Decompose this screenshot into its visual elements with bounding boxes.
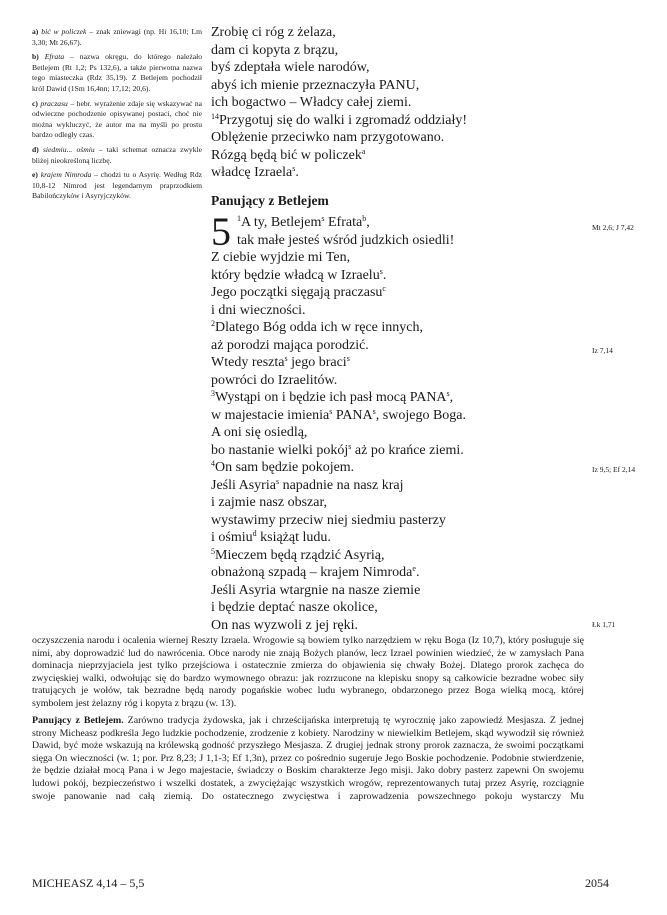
verse-line: powróci do Izraelitów. <box>211 372 338 388</box>
commentary-paragraph: Panujący z Betlejem. Zarówno tradycja żydowska, jak i chrześcijańska interpretują tę wyrocznię jako zapowiedź Mesjasza. Z jednej strony Micheasz podkreśla Jego ludzkie pochodzenie, zrodzenie z kobiety. Narodziny w niewielkim Betlejem, skąd wywodził się również Dawid, być może wskazują na królewską godność przyszłego Mesjasza. Z drugiej jednak strony prorok zaznacza, że swoimi początkami sięga On wieczności (w. 1; por. Prz 8,23; J 1,1-3; Ef 1,3n), przez co pośrednio sugeruje Jego Boskie pochodzenie. Podobnie stwierdzenie, że będzie działał mocą Pana i w Jego majestacie, świadczy o Boskim charakterze Jego misji. Jako dobry pasterz zapewni On swojemu ludowi pokój, bezpieczeństwo i wszelki dostatek, a zwyciężając wszystkich wrogów, reprezentowanych tutaj przez Asyrię, rozciągnie swoje panowanie nad całą ziemią. Do ostatecznego zwycięstwa i zaprowadzenia powszechnego pokoju wystarczy Mu <box>32 715 584 802</box>
footnotes-column <box>32 27 202 206</box>
verse-line: $^{14}$Przygotuj się do walki i zgromadź oddziały! <box>211 111 468 128</box>
verse-line: i dni wieczności. <box>211 302 306 318</box>
verse-number: 3 <box>211 389 215 398</box>
section-heading: Panujący z Betlejem <box>211 192 329 208</box>
footnote-marker[interactable]: s <box>346 354 350 363</box>
footnote-marker[interactable]: s <box>329 406 333 416</box>
footnote-marker[interactable]: c <box>382 284 386 293</box>
verse-line: Oblężenie przeciwko nam przygotowano. <box>211 130 445 145</box>
footnote-marker[interactable]: s <box>348 441 352 451</box>
commentary-paragraph: oczyszczenia narodu i ocalenia wiernej Reszty Izraela. Wrogowie są bowiem tylko narzędziem w ręku Boga (Iz 10,7), który posługuje się nimi, aby doprowadzić lud do nawrócenia. Obce narody nie znają Bożych planów, lecz Izrael powinien wiedzieć, że w zamysłach Pana dominacja nieprzyjaciela jest tylko przejściowa i ostatecznie zmierza do objawienia się chwały Bożej. Dlatego prorok zachęca do zwycięskiej walki, odwołując się do bardzo wymownego obrazu: jak rozrzucone na klepisku snopy są całkowicie bezradne wobec siły tratujących je wołów, tak bezradne będą narody pogańskie wobec ludu wybranego, obdarzonego przez Boga wielką mocą, której symbolem jest żelazny róg i kopyta z brązu (w. 13). <box>32 635 584 709</box>
verse-line: Z ciebie wyjdzie mi Ten, <box>211 250 351 265</box>
verse-number: 5 <box>211 546 215 556</box>
footnote-marker[interactable]: d <box>252 529 257 538</box>
verse-line: Rózgą będą bić w policzek$^a$ <box>211 146 366 163</box>
footnote-marker[interactable]: a <box>361 146 366 156</box>
footnote-e: e) krajem Nimroda – chodzi tu o Asyrię. Według Rdz 10,8-12 Nimrod jest legendarnym praprzodkiem Babilończyków i Asyryjczyków. <box>32 170 202 201</box>
verse-line: i ośmiu$^d$ książąt ludu. <box>211 529 331 545</box>
verse-line: $^5$Mieczem będą rządzić Asyrią, <box>211 546 385 563</box>
chapter-number: 5 <box>211 209 231 254</box>
verse-line: Jego początki sięgają praczasu$^c$ <box>211 284 386 300</box>
verse-number: 4 <box>211 459 215 468</box>
verse-line: tak małe jesteś wśród judzkich osiedli! <box>237 232 455 248</box>
verse-line: i zajmie nasz obszar, <box>211 495 328 510</box>
verse-line: byś zdeptała wiele narodów, <box>211 60 370 75</box>
cross-reference[interactable]: Iz 7,14 <box>592 346 613 355</box>
verse-line: Wtedy reszta$^s$ jego braci$^s$ <box>211 354 350 370</box>
verse-number: 14 <box>211 111 219 121</box>
verse-line: $^3$Wystąpi on i będzie ich pasł mocą PANA$^s$, <box>211 389 454 405</box>
cross-reference[interactable]: Iz 9,5; Ef 2,14 <box>592 465 636 474</box>
verse-line: $^1$A ty, Betlejem$^s$ Efrata$^b$, <box>237 214 370 230</box>
verse-line: który będzie władcą w Izraelu$^s$. <box>211 266 387 283</box>
commentary <box>32 635 584 808</box>
verse-line: $^2$Dlatego Bóg odda ich w ręce innych, <box>211 319 423 335</box>
footnote-d: d) siedmiu... ośmiu – taki schemat oznacza zwykle bliżej nieokreśloną liczbę. <box>32 144 203 165</box>
footnote-c: c) praczasu – hebr. wyrażenie zdaje się wskazywać na odwieczne pochodzenie opisywanej postaci, choć nie można wykluczyć, że autor ma na myśli po prostu bardzo odległy czas. <box>32 98 202 140</box>
cross-reference[interactable]: Mt 2,6; J 7,42 <box>592 223 634 232</box>
footnote-marker[interactable]: s <box>284 354 288 363</box>
commentary-lead: Panujący z Betlejem. <box>32 715 124 727</box>
verse-line: władcę Izraela$^s$. <box>211 164 299 180</box>
verse-line: Jeśli Asyria$^s$ napadnie na nasz kraj <box>211 476 404 493</box>
verse-number: 1 <box>237 214 241 223</box>
running-footer: MICHEASZ 4,14 – 5,5 <box>32 876 145 890</box>
scripture-text <box>211 24 501 634</box>
cross-reference[interactable]: Łk 1,71 <box>592 620 616 629</box>
footnote-marker[interactable]: s <box>275 476 280 486</box>
verse-line: On nas wyzwoli z jej ręki. <box>211 617 358 633</box>
footnote-marker[interactable]: s <box>446 389 450 398</box>
footnote-b: b) Efrata – nazwa okręgu, do którego należało Betlejem (Rt 1,2; Ps 132,6), a także pierwotna nazwa tego miasteczka (Rdz 35,19). Z Betlejem pochodził król Dawid (1Sm 16,4nn; 17,12; 20,6). <box>32 52 202 93</box>
verse-line: A oni się osiedlą, <box>211 425 308 440</box>
verse-line: Jeśli Asyria wtargnie na nasze ziemie <box>211 582 421 598</box>
footnote-marker[interactable]: s <box>379 266 383 276</box>
verse-line: i będzie deptać nasze okolice, <box>211 600 378 615</box>
verse-line: aż porodzi mająca porodzić. <box>211 337 369 353</box>
verse-line: $^4$On sam będzie pokojem. <box>211 459 355 475</box>
footnote-marker[interactable]: s <box>321 214 325 223</box>
verse-line: dam ci kopyta z brązu, <box>211 42 339 58</box>
footnote-marker[interactable]: s <box>292 164 296 173</box>
footnote-marker[interactable]: e <box>412 564 416 573</box>
chapter-5-opening <box>211 209 501 254</box>
verse-line: ich bogactwo – Władcy całej ziemi. <box>211 95 412 110</box>
verse-line: obnażoną szpadą – krajem Nimroda$^e$. <box>211 564 420 580</box>
verse-line: Zrobię ci róg z żelaza, <box>211 25 336 40</box>
verse-line: wystawimy przeciw niej siedmiu pasterzy <box>211 512 446 528</box>
footnote-a: a) bić w policzek – znak zniewagi (np. Hi 16,10; Lm 3,30; Mt 26,67). <box>32 27 202 47</box>
footnote-marker[interactable]: b <box>362 214 367 223</box>
verse-line: abyś ich mienie przeznaczyła PANU, <box>211 77 420 93</box>
page-number: 2054 <box>585 876 609 890</box>
verse-line: w majestacie imienia$^s$ PANA$^s$, swojego Boga. <box>211 406 466 423</box>
footnote-marker[interactable]: s <box>372 406 376 416</box>
verse-line: bo nastanie wielki pokój$^s$ aż po krańce ziemi. <box>211 441 464 458</box>
verse-number: 2 <box>211 319 215 328</box>
